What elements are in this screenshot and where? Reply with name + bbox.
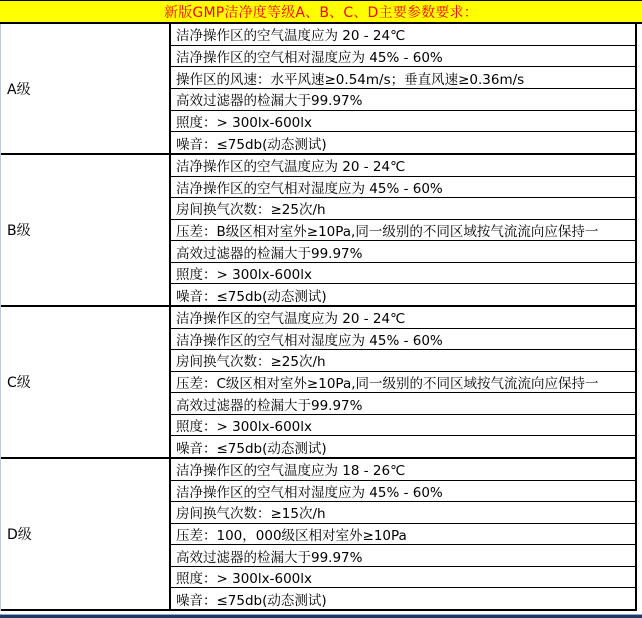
- param-row: 照度：> 300lx-600lx: [171, 263, 635, 285]
- param-row: 噪音：≤75db(动态测试): [176, 288, 327, 305]
- param-row: 噪音：≤75db(动态测试): [176, 592, 327, 609]
- param-row: 照度：> 300lx-600lx: [171, 111, 635, 133]
- param-row: 洁净操作区的空气温度应为 18 - 26℃: [171, 459, 635, 481]
- param-row: 房间换气次数：≥25次/h: [171, 198, 635, 220]
- table-title-bar: [0, 0, 642, 24]
- param-row: 压差：C级区相对室外≥10Pa,同一级别的不同区域按气流流向应保持一: [171, 372, 635, 394]
- param-row: 压差：100，000级区相对室外≥10Pa: [171, 524, 635, 546]
- grade-label-d: D级: [1, 459, 171, 609]
- param-row: 高效过滤器的检漏大于99.97%: [171, 545, 635, 567]
- param-row: 噪音：≤75db(动态测试): [176, 136, 327, 153]
- grade-section-a: [1, 24, 635, 155]
- grade-section-c: [1, 307, 635, 459]
- param-row: 高效过滤器的检漏大于99.97%: [171, 89, 635, 111]
- table-title: 新版GMP洁净度等级A、B、C、D主要参数要求：: [164, 4, 478, 21]
- param-row: 房间换气次数：≥15次/h: [171, 502, 635, 524]
- param-row: 高效过滤器的检漏大于99.97%: [171, 393, 635, 415]
- grade-section-b: [1, 155, 635, 307]
- window-bottom-edge: [0, 614, 642, 618]
- parameters-table: [0, 24, 637, 611]
- param-row: 洁净操作区的空气相对湿度应为 45% - 60%: [171, 46, 635, 68]
- param-row: 洁净操作区的空气温度应为 20 - 24℃: [171, 307, 635, 329]
- grade-c-rows: [171, 307, 635, 457]
- grade-label-b: B级: [1, 155, 171, 305]
- grade-label-a: A级: [1, 24, 171, 153]
- param-row: 房间换气次数：≥25次/h: [171, 350, 635, 372]
- grade-section-d: [1, 459, 635, 611]
- grade-d-rows: [171, 459, 635, 609]
- param-row: 压差：B级区相对室外≥10Pa,同一级别的不同区域按气流流向应保持一: [171, 220, 635, 242]
- param-row: 洁净操作区的空气相对湿度应为 45% - 60%: [171, 177, 635, 199]
- grade-a-rows: [171, 24, 635, 153]
- param-row: 照度：> 300lx-600lx: [171, 567, 635, 589]
- param-row: 操作区的风速：水平风速≥0.54m/s；垂直风速≥0.36m/s: [171, 67, 635, 89]
- param-row: 噪音：≤75db(动态测试): [176, 440, 327, 457]
- param-row: 洁净操作区的空气温度应为 20 - 24℃: [171, 24, 635, 46]
- param-row: 照度：> 300lx-600lx: [171, 415, 635, 437]
- grade-b-rows: [171, 155, 635, 305]
- param-row: 洁净操作区的空气温度应为 20 - 24℃: [171, 155, 635, 177]
- param-row: 高效过滤器的检漏大于99.97%: [171, 241, 635, 263]
- grade-label-c: C级: [1, 307, 171, 457]
- param-row: 洁净操作区的空气相对湿度应为 45% - 60%: [171, 481, 635, 503]
- param-row: 洁净操作区的空气相对湿度应为 45% - 60%: [171, 329, 635, 351]
